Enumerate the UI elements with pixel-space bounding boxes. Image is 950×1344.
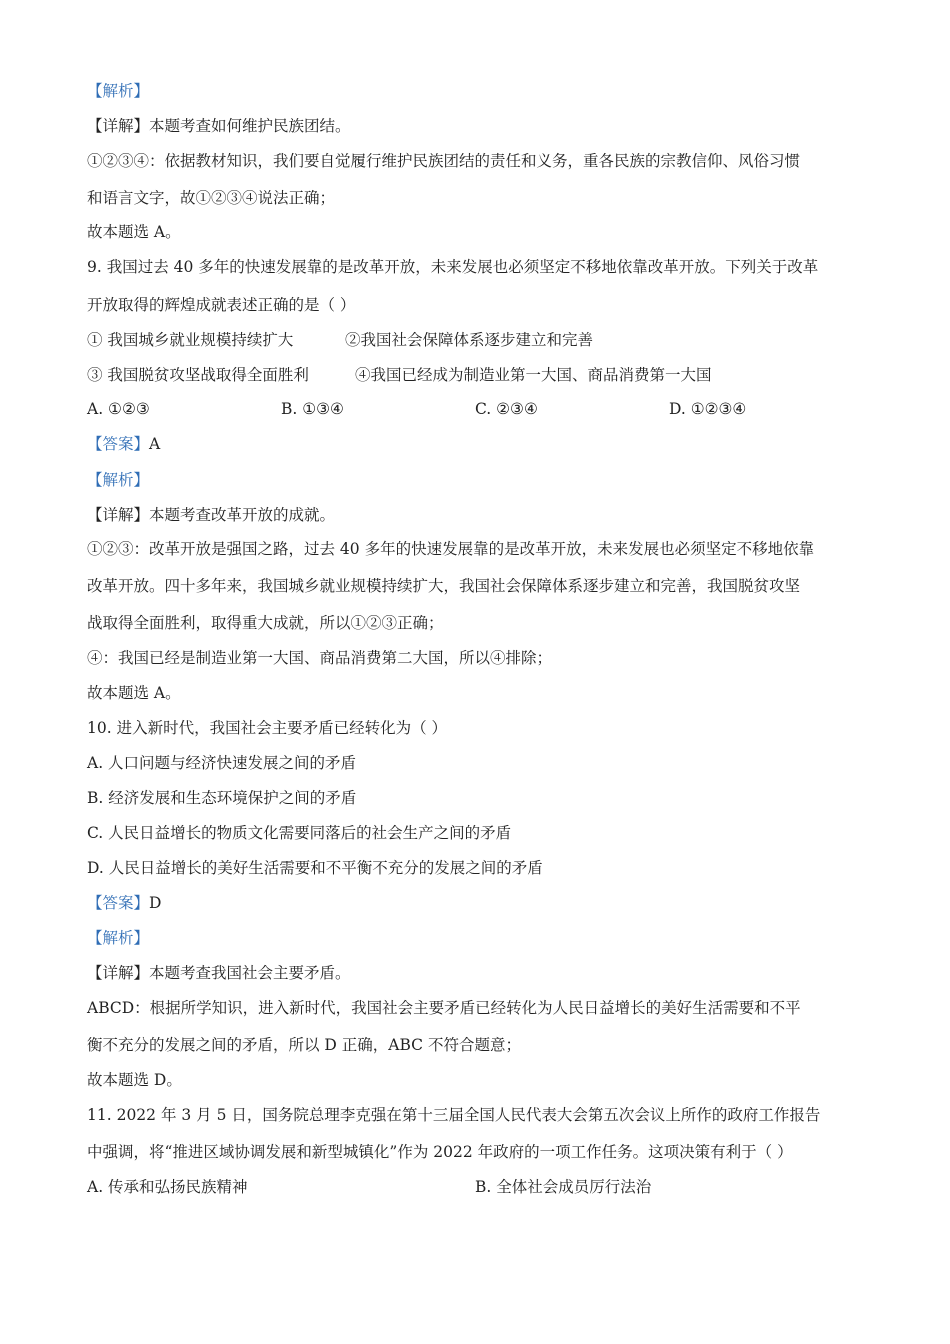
q9-answer-value: A (149, 435, 161, 453)
q11-stem-line-2: 中强调，将“推进区域协调发展和新型城镇化”作为 2022 年政府的一项工作任务。这项决策有利于（ ） (87, 1143, 793, 1161)
q8-analysis-tag: 【解析】 (87, 82, 150, 100)
q10-detail-line (87, 963, 351, 983)
q8-conclusion: 故本题选 A。 (87, 223, 181, 241)
q10-option-b: B. 经济发展和生态环境保护之间的矛盾 (87, 789, 357, 807)
q9-analysis-line-2: 改革开放。四十多年来，我国城乡就业规模持续扩大，我国社会保障体系逐步建立和完善，我国脱贫攻坚 (87, 577, 801, 595)
q9-item-2: ②我国社会保障体系逐步建立和完善 (345, 331, 594, 349)
q10-analysis-tag: 【解析】 (87, 929, 150, 947)
q9-conclusion: 故本题选 A。 (87, 684, 181, 702)
q9-item-3: ③ 我国脱贫攻坚战取得全面胜利 (87, 366, 309, 384)
q11-stem-line-1: 11. 2022 年 3 月 5 日，国务院总理李克强在第十三届全国人民代表大会第五次会议上所作的政府工作报告 (87, 1106, 821, 1124)
q11-option-b: B. 全体社会成员厉行法治 (475, 1178, 652, 1196)
q9-stem-line-1: 9. 我国过去 40 多年的快速发展靠的是改革开放，未来发展也必须坚定不移地依靠改革开放。下列关于改革 (87, 258, 819, 276)
q9-item-4: ④我国已经成为制造业第一大国、商品消费第一大国 (355, 366, 712, 384)
q9-detail-line (87, 505, 335, 525)
q8-detail-line (87, 116, 351, 136)
q9-item-1: ① 我国城乡就业规模持续扩大 (87, 331, 294, 349)
q9-detail-tag: 【详解】 (87, 506, 150, 524)
q9-stem-line-2: 开放取得的辉煌成就表述正确的是（ ） (87, 296, 356, 314)
q10-analysis-line-1: ABCD：根据所学知识，进入新时代，我国社会主要矛盾已经转化为人民日益增长的美好生活需要和不平 (87, 999, 801, 1017)
q9-answer-line (87, 434, 160, 454)
q9-analysis-line-3: 战取得全面胜利，取得重大成就，所以①②③正确； (87, 614, 444, 632)
q9-analysis-tag: 【解析】 (87, 471, 150, 489)
q10-option-a: A. 人口问题与经济快速发展之间的矛盾 (87, 754, 357, 772)
q10-answer-tag: 【答案】 (87, 894, 150, 912)
q9-option-b: B. ①③④ (281, 400, 344, 418)
q10-option-c: C. 人民日益增长的物质文化需要同落后的社会生产之间的矛盾 (87, 824, 512, 842)
q10-answer-line (87, 893, 161, 913)
q9-option-c: C. ②③④ (475, 400, 538, 418)
q8-analysis-line-2: 和语言文字，故①②③④说法正确； (87, 189, 336, 207)
q10-option-d: D. 人民日益增长的美好生活需要和不平衡不充分的发展之间的矛盾 (87, 859, 543, 877)
q9-option-a: A. ①②③ (87, 400, 150, 418)
q9-answer-tag: 【答案】 (87, 435, 150, 453)
q8-analysis-line-1: ①②③④：依据教材知识，我们要自觉履行维护民族团结的责任和义务，重各民族的宗教信仰、风俗习惯 (87, 152, 801, 170)
q9-option-d: D. ①②③④ (669, 400, 747, 418)
q11-option-a: A. 传承和弘扬民族精神 (87, 1178, 248, 1196)
q8-detail-text: 本题考查如何维护民族团结。 (149, 117, 351, 135)
q10-conclusion: 故本题选 D。 (87, 1071, 182, 1089)
q10-analysis-line-2: 衡不充分的发展之间的矛盾，所以 D 正确，ABC 不符合题意； (87, 1036, 521, 1054)
q10-detail-text: 本题考查我国社会主要矛盾。 (149, 964, 351, 982)
q10-detail-tag: 【详解】 (87, 964, 150, 982)
q10-answer-value: D (149, 894, 162, 912)
q9-analysis-line-4: ④：我国已经是制造业第一大国、商品消费第二大国，所以④排除； (87, 649, 553, 667)
q8-detail-tag: 【详解】 (87, 117, 150, 135)
q9-detail-text: 本题考查改革开放的成就。 (149, 506, 336, 524)
q10-stem: 10. 进入新时代，我国社会主要矛盾已经转化为（ ） (87, 719, 448, 737)
q9-analysis-line-1: ①②③：改革开放是强国之路，过去 40 多年的快速发展靠的是改革开放，未来发展也必须坚定不移地依靠 (87, 540, 815, 558)
